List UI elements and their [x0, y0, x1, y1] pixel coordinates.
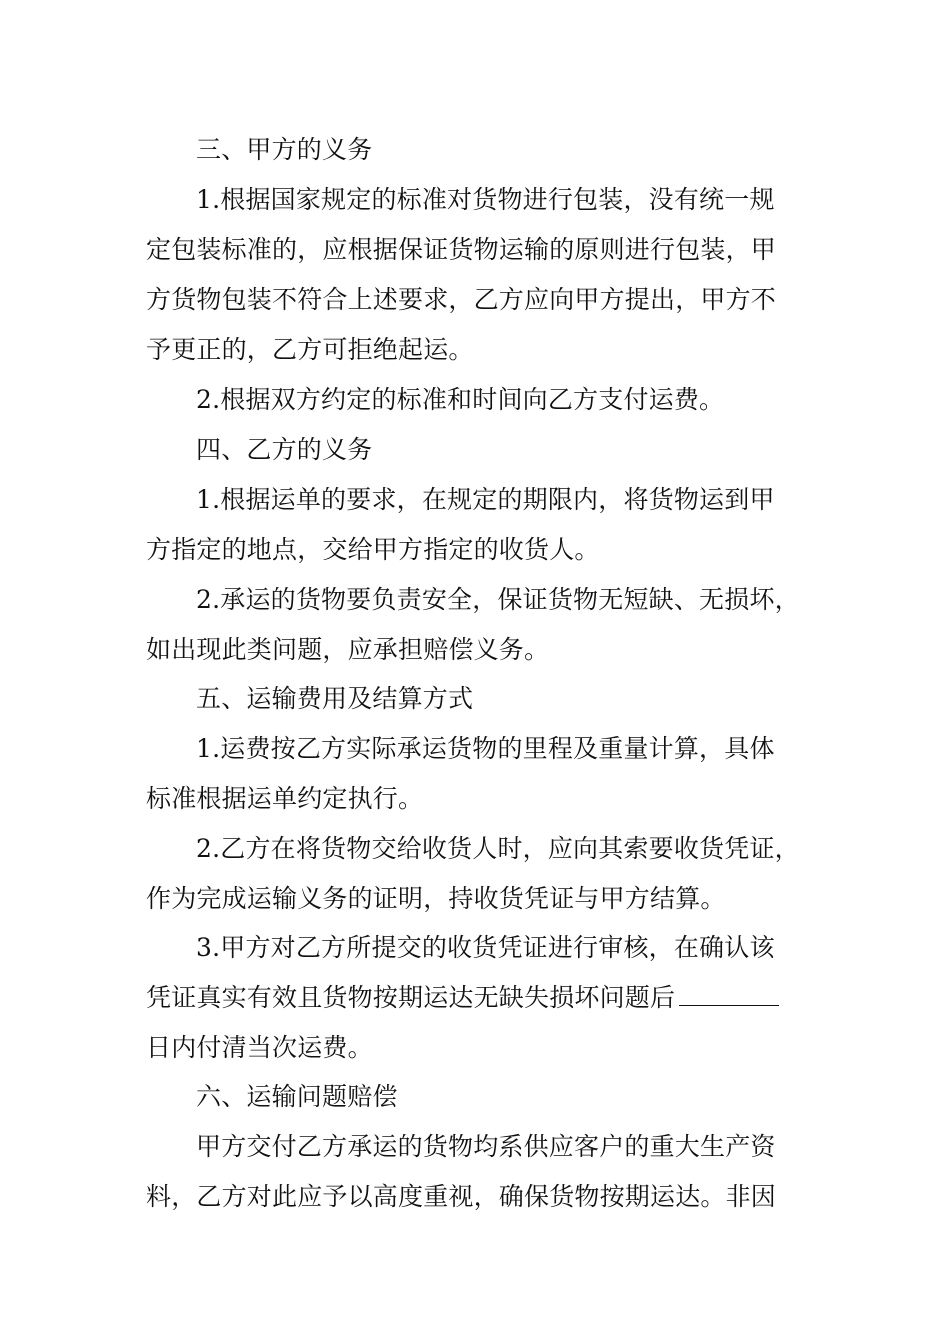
- paragraph-line: 料，乙方对此应予以高度重视，确保货物按期运达。非因: [146, 1182, 777, 1211]
- paragraph-line: 1.根据国家规定的标准对货物进行包装，没有统一规: [196, 185, 775, 214]
- paragraph-line: 方指定的地点，交给甲方指定的收货人。: [146, 535, 600, 564]
- section-heading-4: 四、乙方的义务: [196, 435, 373, 464]
- paragraph-line: 2.承运的货物要负责安全，保证货物无短缺、无损坏，: [196, 585, 800, 614]
- paragraph-line: 甲方交付乙方承运的货物均系供应客户的重大生产资: [196, 1132, 776, 1161]
- paragraph-line: 2.根据双方约定的标准和时间向乙方支付运费。: [196, 385, 725, 414]
- paragraph-line: 3.甲方对乙方所提交的收货凭证进行审核，在确认该: [196, 933, 775, 962]
- paragraph-line: 定包装标准的，应根据保证货物运输的原则进行包装，甲: [146, 235, 777, 264]
- paragraph-line: 标准根据运单约定执行。: [146, 784, 424, 813]
- paragraph-line: 方货物包装不符合上述要求，乙方应向甲方提出，甲方不: [146, 285, 777, 314]
- paragraph-line: 如出现此类问题，应承担赔偿义务。: [146, 635, 550, 664]
- paragraph-text: 凭证真实有效且货物按期运达无缺失损坏问题后: [146, 983, 676, 1012]
- paragraph-line: 1.根据运单的要求，在规定的期限内，将货物运到甲: [196, 485, 775, 514]
- paragraph-line-with-blank: [146, 983, 811, 1013]
- paragraph-line: 日内付清当次运费。: [146, 1033, 373, 1062]
- paragraph-line: 1.运费按乙方实际承运货物的里程及重量计算，具体: [196, 734, 775, 763]
- section-heading-5: 五、运输费用及结算方式: [196, 684, 474, 713]
- fill-in-blank[interactable]: [679, 983, 779, 1006]
- paragraph-line: 予更正的，乙方可拒绝起运。: [146, 335, 474, 364]
- section-heading-3: 三、甲方的义务: [196, 135, 373, 164]
- paragraph-line: 作为完成运输义务的证明，持收货凭证与甲方结算。: [146, 884, 726, 913]
- section-heading-6: 六、运输问题赔偿: [196, 1082, 398, 1111]
- paragraph-line: 2.乙方在将货物交给收货人时，应向其索要收货凭证，: [196, 834, 800, 863]
